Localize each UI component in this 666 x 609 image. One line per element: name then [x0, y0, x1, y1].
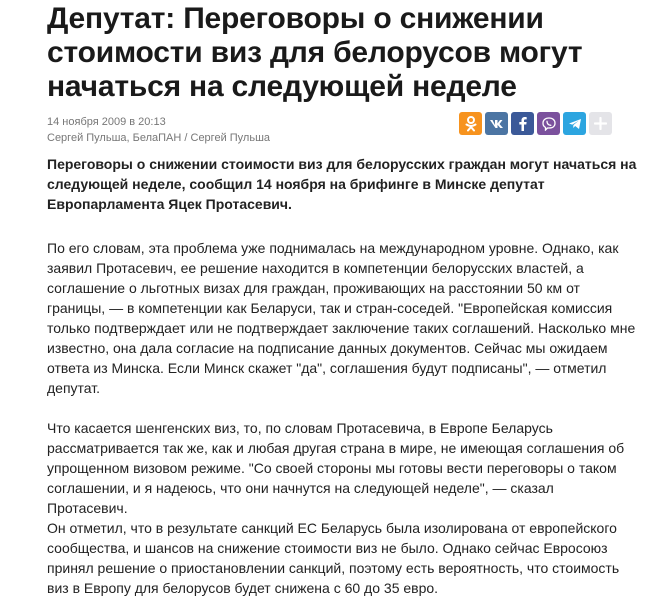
vk-icon — [489, 119, 504, 129]
article-paragraph: Что касается шенгенских виз, то, по словам Протасевича, в Европе Беларусь рассматривается так же, как и любая другая страна в мире, не имеющая соглашения об упрощенном визовом режиме. "Со своей стороны мы готовы вести переговоры о таком соглашении, и я надеюсь, что они начнутся на следующей неделе", — сказал Протасевич. — [47, 420, 625, 516]
article-paragraph: Он отметил, что в результате санкций ЕС Беларусь была изолирована от европейского сообщества, и шансов на снижение стоимости виз не было. Однако сейчас Евросоюз принял решение о приостановлении санкций, поэтому есть вероятность, что стоимость виз в Европу для белорусов будет снижена с 60 до 35 евро. — [47, 520, 620, 596]
share-more-button[interactable] — [589, 112, 612, 135]
facebook-icon — [518, 116, 527, 131]
publish-date: 14 ноября 2009 в 20:13 — [47, 116, 166, 128]
ok-icon — [465, 116, 477, 132]
article-title: Депутат: Переговоры о снижении стоимости виз для белорусов могут начаться на следующей неделе — [47, 2, 583, 103]
share-ok-button[interactable] — [459, 112, 482, 135]
article-paragraph: По его словам, эта проблема уже поднималась на международном уровне. Однако, как заявил Протасевич, ее решение находится в компетенции белорусских властей, а соглашение о льготных визах для граждан, проживающих на расстоянии 50 км от границы, — в компетенции как Беларуси, так и стран-соседей. "Европейская комиссия только подтверждает или не подтверждает заключение таких соглашений. Насколько мне известно, она дала согласие на подписание данных документов. Сейчас мы ожидаем ответа из Минска. Если Минск скажет "да", соглашения будут подписаны", — отметил депутат. — [47, 240, 636, 396]
telegram-icon — [568, 118, 582, 130]
share-viber-button[interactable] — [537, 112, 560, 135]
share-bar — [459, 112, 612, 135]
share-facebook-button[interactable] — [511, 112, 534, 135]
share-telegram-button[interactable] — [563, 112, 586, 135]
plus-icon — [594, 117, 607, 130]
author-line[interactable]: Сергей Пульша, БелаПАН / Сергей Пульша — [47, 132, 271, 144]
article-meta — [47, 114, 270, 146]
viber-icon — [542, 117, 556, 131]
share-vk-button[interactable] — [485, 112, 508, 135]
article-lead: Переговоры о снижении стоимости виз для белорусских граждан могут начаться на следующей неделе, сообщил 14 ноября на брифинге в Минске депутат Европарламента Яцек Протасевич. — [47, 156, 637, 212]
